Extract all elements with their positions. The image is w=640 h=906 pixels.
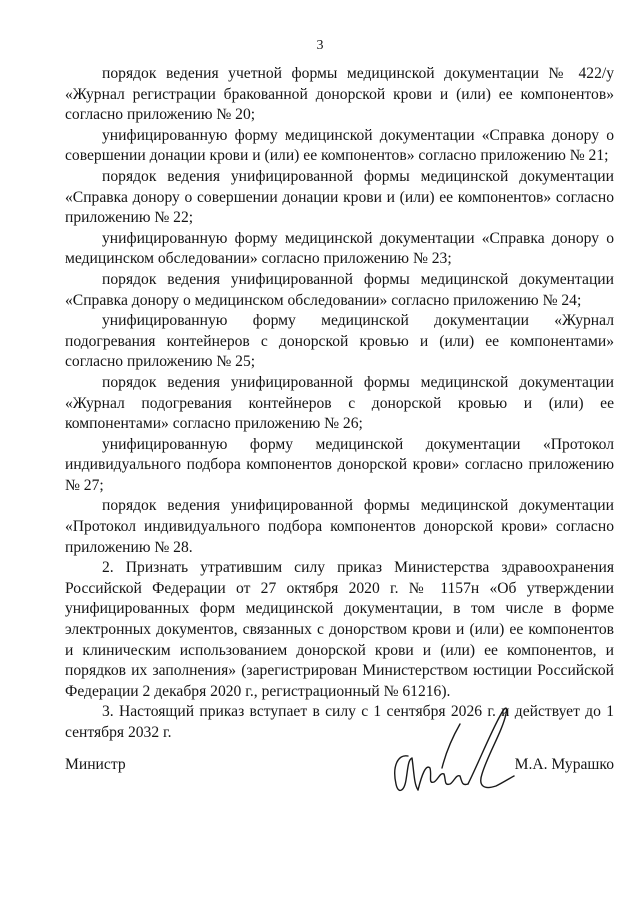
paragraph-appendix-20: порядок ведения учетной формы медицинской документации № 422/у «Журнал регистрации бракованной донорской крови и (или) ее компонентов» согласно приложению № 20; — [65, 65, 614, 124]
paragraph-appendix-24: порядок ведения унифицированной формы медицинской документации «Справка донору о медицинском обследовании» согласно приложению № 24; — [65, 270, 614, 309]
paragraph-appendix-26: порядок ведения унифицированной формы медицинской документации «Журнал подогревания контейнеров с донорской кровью и (или) ее компонентами» согласно приложению № 26; — [65, 373, 614, 433]
document-body — [65, 64, 614, 744]
paragraph-appendix-23: унифицированную форму медицинской документации «Справка донору о медицинском обследовании» согласно приложению № 23; — [65, 229, 614, 268]
signature-block — [65, 756, 614, 786]
signatory-position: Министр — [65, 756, 126, 773]
paragraph-repeal-order: 2. Признать утратившим силу приказ Министерства здравоохранения Российской Федерации от 27 октября 2020 г. № 1157н «Об утверждении унифицированных форм медицинской документации, в том числе в форме электронных документов, связанных с донорством крови и (или) ее компонентов и клиническим использованием донорской крови и (или) ее компонентов, и порядков их заполнения» (зарегистрирован Министерством юстиции Российской Федерации 2 декабря 2020 г., регистрационный № 61216). — [65, 559, 614, 700]
signatory-name: М.А. Мурашко — [514, 756, 614, 773]
paragraph-appendix-21: унифицированную форму медицинской документации «Справка донору о совершении донации крови и (или) ее компонентов» согласно приложению № 21; — [65, 126, 614, 165]
paragraph-appendix-25: унифицированную форму медицинской документации «Журнал подогревания контейнеров с донорской кровью и (или) ее компонентами» согласно приложению № 25; — [65, 312, 614, 371]
paragraph-appendix-22: порядок ведения унифицированной формы медицинской документации «Справка донору о совершении донации крови и (или) ее компонентов» согласно приложению № 22; — [65, 167, 614, 227]
handwritten-signature — [378, 694, 528, 814]
paragraph-appendix-28: порядок ведения унифицированной формы медицинской документации «Протокол индивидуального подбора компонентов донорской крови» согласно приложению № 28. — [65, 497, 614, 556]
paragraph-appendix-27: унифицированную форму медицинской документации «Протокол индивидуального подбора компонентов донорской крови» согласно приложению № 27; — [65, 435, 614, 494]
page-number: 3 — [316, 38, 324, 53]
paragraph-entry-into-force: 3. Настоящий приказ вступает в силу с 1 сентября 2026 г. и действует до 1 сентября 2032 г. — [65, 703, 614, 741]
